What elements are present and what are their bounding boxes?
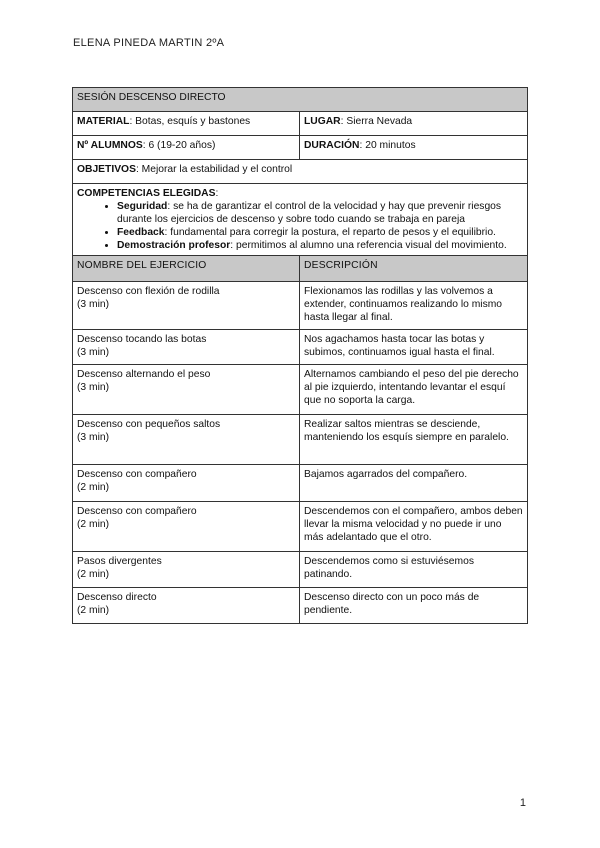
exercise-name-cell — [73, 365, 300, 415]
objetivos-value: : Mejorar la estabilidad y el control — [135, 164, 293, 175]
exercise-description: Descendemos como si estuviésemos patinando. — [300, 552, 528, 588]
exercise-row — [73, 330, 528, 365]
exercise-description: Descenso directo con un poco más de pendiente. — [300, 588, 528, 624]
material-value: : Botas, esquís y bastones — [129, 116, 251, 127]
exercise-time: (3 min) — [77, 347, 110, 358]
alumnos-duracion-row — [73, 136, 528, 160]
exercise-name-cell — [73, 552, 300, 588]
lugar-label: LUGAR — [304, 116, 341, 127]
page-number: 1 — [519, 797, 526, 809]
exercise-name-cell — [73, 330, 300, 365]
exercise-name: Descenso tocando las botas — [77, 334, 207, 345]
session-table — [72, 87, 528, 624]
competencia-item — [117, 226, 523, 239]
exercise-description: Realizar saltos mientras se desciende, manteniendo los esquís siempre en paralelo. — [300, 415, 528, 465]
alumnos-label: Nº ALUMNOS — [77, 140, 143, 151]
competencia-term: Demostración profesor — [117, 240, 231, 251]
duracion-label: DURACIÓN — [304, 140, 360, 151]
exercise-row — [73, 552, 528, 588]
exercise-description: Descendemos con el compañero, ambos deben llevar la misma velocidad y no puede ir uno más adelantado que el otro. — [300, 502, 528, 552]
exercise-row — [73, 465, 528, 502]
session-title-row — [73, 88, 528, 112]
competencias-label: COMPETENCIAS ELEGIDAS — [77, 188, 216, 199]
objetivos-row — [73, 160, 528, 184]
duracion-cell — [300, 136, 528, 160]
exercise-name: Descenso con pequeños saltos — [77, 419, 221, 430]
exercise-row — [73, 588, 528, 624]
objetivos-label: OBJETIVOS — [77, 164, 136, 175]
exercise-description: Bajamos agarrados del compañero. — [300, 465, 528, 502]
column-header-description: DESCRIPCIÓN — [300, 256, 528, 282]
exercise-name-cell — [73, 502, 300, 552]
material-label: MATERIAL — [77, 116, 130, 127]
exercise-time: (3 min) — [77, 432, 110, 443]
material-cell — [73, 112, 300, 136]
exercise-row — [73, 365, 528, 415]
exercise-row — [73, 502, 528, 552]
session-title: SESIÓN DESCENSO DIRECTO — [73, 88, 528, 112]
exercise-description: Alternamos cambiando el peso del pie derecho al pie izquierdo, intentando levantar el esquí que no soporta la carga. — [300, 365, 528, 415]
exercise-row — [73, 415, 528, 465]
student-header: ELENA PINEDA MARTIN 2ºA — [73, 37, 225, 49]
exercises-header-row — [73, 256, 528, 282]
exercise-description: Flexionamos las rodillas y las volvemos a extender, continuamos realizando lo mismo hasta llegar al final. — [300, 282, 528, 330]
exercise-name-cell — [73, 588, 300, 624]
exercise-name: Descenso con compañero — [77, 469, 197, 480]
exercise-name-cell — [73, 415, 300, 465]
exercise-time: (3 min) — [77, 382, 110, 393]
lugar-cell — [300, 112, 528, 136]
exercise-description: Nos agachamos hasta tocar las botas y subimos, continuamos igual hasta el final. — [300, 330, 528, 365]
alumnos-cell — [73, 136, 300, 160]
exercise-name: Descenso directo — [77, 592, 157, 603]
competencias-cell — [73, 184, 528, 256]
lugar-value: : Sierra Nevada — [340, 116, 413, 127]
competencias-list — [77, 200, 523, 252]
exercise-name-cell — [73, 282, 300, 330]
competencia-text: : fundamental para corregir la postura, el reparto de pesos y el equilibrio. — [164, 227, 496, 238]
competencia-item — [117, 239, 523, 252]
exercise-name: Descenso con compañero — [77, 506, 197, 517]
column-header-name: NOMBRE DEL EJERCICIO — [73, 256, 300, 282]
alumnos-value: : 6 (19-20 años) — [142, 140, 216, 151]
exercise-row — [73, 282, 528, 330]
competencias-heading — [77, 187, 523, 200]
duracion-value: : 20 minutos — [359, 140, 416, 151]
exercise-time: (2 min) — [77, 482, 110, 493]
exercise-time: (2 min) — [77, 519, 110, 530]
competencias-row — [73, 184, 528, 256]
exercise-name: Descenso alternando el peso — [77, 369, 211, 380]
competencia-text: : se ha de garantizar el control de la velocidad y hay que prevenir riesgos durante los ejercicios de descenso y sobre todo cuando se trabaja en pareja — [117, 201, 502, 225]
exercise-time: (3 min) — [77, 299, 110, 310]
competencia-term: Feedback — [117, 227, 165, 238]
exercise-name: Pasos divergentes — [77, 556, 162, 567]
material-lugar-row — [73, 112, 528, 136]
exercise-name: Descenso con flexión de rodilla — [77, 286, 220, 297]
competencia-item — [117, 200, 523, 226]
competencia-text: : permitimos al alumno una referencia visual del movimiento. — [230, 240, 507, 251]
competencias-suffix: : — [215, 188, 219, 199]
exercise-time: (2 min) — [77, 605, 110, 616]
exercise-name-cell — [73, 465, 300, 502]
objetivos-cell — [73, 160, 528, 184]
exercise-time: (2 min) — [77, 569, 110, 580]
competencia-term: Seguridad — [117, 201, 168, 212]
